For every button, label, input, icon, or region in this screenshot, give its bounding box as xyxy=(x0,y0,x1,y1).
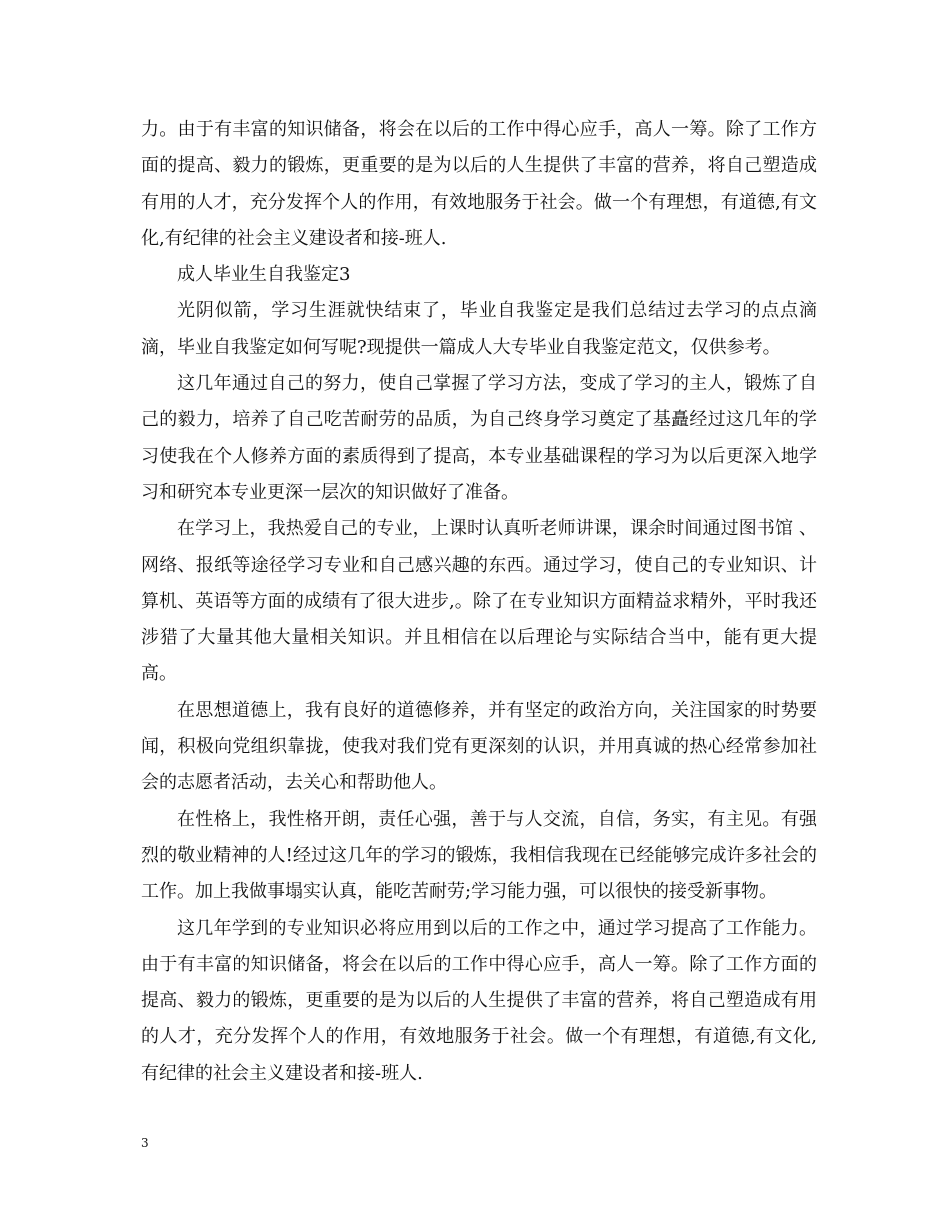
document-body xyxy=(141,112,817,1092)
paragraph: 光阴似箭，学习生涯就快结束了，毕业自我鉴定是我们总结过去学习的点点滴滴，毕业自我鉴定如何写呢?现提供一篇成人大专毕业自我鉴定范文，仅供参考。 xyxy=(141,300,817,358)
section-heading: 成人毕业生自我鉴定3 xyxy=(177,264,351,286)
paragraph: 在学习上，我热爱自己的专业，上课时认真听老师讲课，课余时间通过图书馆 、网络、报纸等途径学习专业和自己感兴趣的东西。通过学习，使自己的专业知识、计算机、英语等方面的成绩有了很大进步,。除了在专业知识方面精益求精外，平时我还涉猎了大量其他大量相关知识。并且相信在以后理论与实际结合当中，能有更大提高。 xyxy=(141,518,817,685)
paragraph: 在思想道德上，我有良好的道德修养，并有坚定的政治方向，关注国家的时势要闻，积极向党组织靠拢，使我对我们党有更深刻的认识，并用真诚的热心经常参加社会的志愿者活动，去关心和帮助他人。 xyxy=(141,699,817,794)
paragraph: 这几年学到的专业知识必将应用到以后的工作之中，通过学习提高了工作能力。由于有丰富的知识储备，将会在以后的工作中得心应手，高人一筹。除了工作方面的提高、毅力的锻炼，更重要的是为以后的人生提供了丰富的营养，将自己塑造成有用的人才，充分发挥个人的作用，有效地服务于社会。做一个有理想，有道德,有文化,有纪律的社会主义建设者和接-班人. xyxy=(141,917,817,1084)
paragraph: 在性格上，我性格开朗，责任心强，善于与人交流，自信，务实，有主见。有强烈的敬业精神的人!经过这几年的学习的锻炼，我相信我现在已经能够完成许多社会的工作。加上我做事塌实认真，能吃苦耐劳;学习能力强，可以很快的接受新事物。 xyxy=(141,808,817,903)
paragraph: 这几年通过自己的努力，使自己掌握了学习方法，变成了学习的主人，锻炼了自己的毅力，培养了自己吃苦耐劳的品质，为自己终身学习奠定了基矗经过这几年的学习使我在个人修养方面的素质得到了提高，本专业基础课程的学习为以后更深入地学习和研究本专业更深一层次的知识做好了准备。 xyxy=(141,373,817,503)
paragraph-continued: 力。由于有丰富的知识储备，将会在以后的工作中得心应手，高人一筹。除了工作方面的提高、毅力的锻炼，更重要的是为以后的人生提供了丰富的营养，将自己塑造成有用的人才，充分发挥个人的作用，有效地服务于社会。做一个有理想，有道德,有文化,有纪律的社会主义建设者和接-班人. xyxy=(141,119,817,249)
page-number: 3 xyxy=(141,1136,149,1150)
